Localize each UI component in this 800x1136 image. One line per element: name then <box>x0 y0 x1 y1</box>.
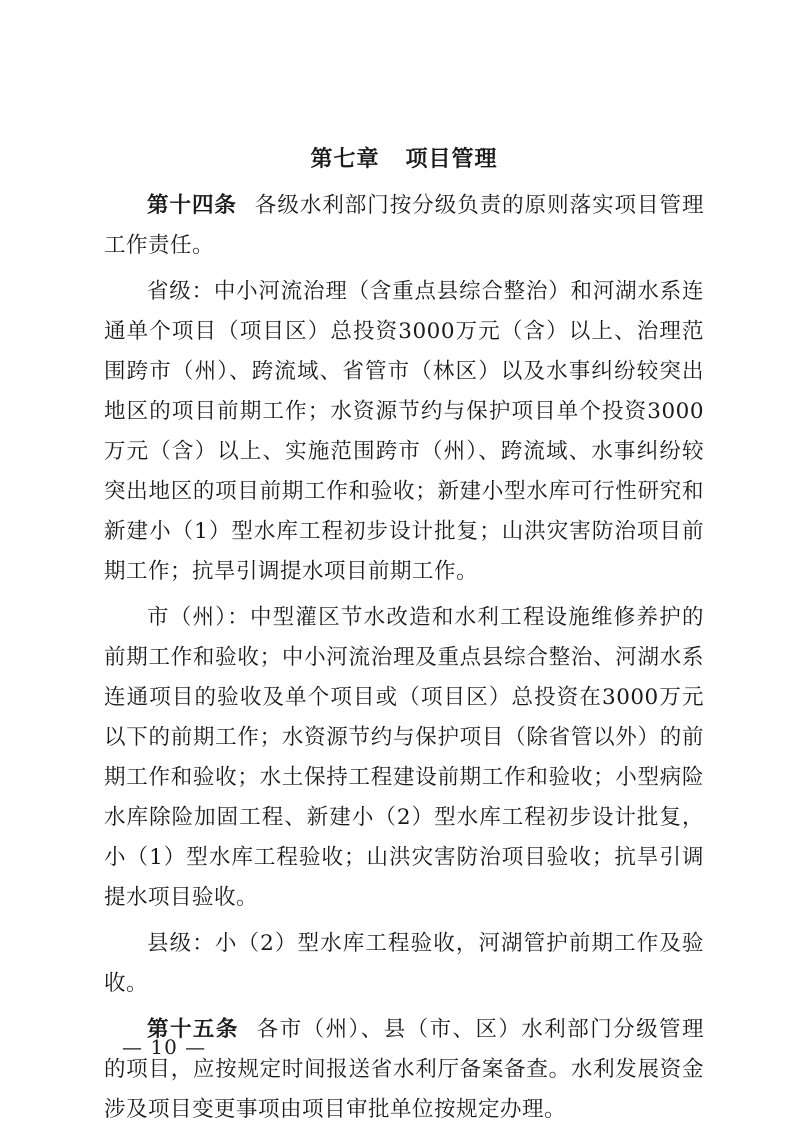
chapter-name: 项目管理 <box>405 147 498 172</box>
municipal-level-paragraph: 市（州）：中型灌区节水改造和水利工程设施维修养护的前期工作和验收；中小河流治理及重点县综合整治、河湖水系连通项目的验收及单个项目或（项目区）总投资在3000万元以下的前期工作；水资源节约与保护项目（除省管以外）的前期工作和验收；水土保持工程建设前期工作和验收；小型病险水库除险加固工程、新建小（2）型水库工程初步设计批复，小（1）型水库工程验收；山洪灾害防治项目验收；抗旱引调提水项目验收。 <box>104 605 704 910</box>
article-14-text: 各级水利部门按分级负责的原则落实项目管理工作责任。 <box>104 193 704 258</box>
chapter-title <box>104 140 704 180</box>
chapter-label: 第七章 <box>310 147 380 172</box>
article-15 <box>104 1010 704 1130</box>
article-14-head: 第十四条 <box>147 193 237 218</box>
provincial-level-paragraph: 省级：中小河流治理（含重点县综合整治）和河湖水系连通单个项目（项目区）总投资3000万元（含）以上、治理范围跨市（州）、跨流域、省管市（林区）以及水事纠纷较突出地区的项目前期工作；水资源节约与保护项目单个投资3000万元（含）以上、实施范围跨市（州）、跨流域、水事纠纷较突出地区的项目前期工作和验收；新建小型水库可行性研究和新建小（1）型水库工程初步设计批复；山洪灾害防治项目前期工作；抗旱引调提水项目前期工作。 <box>104 279 704 584</box>
document-page <box>104 140 704 1136</box>
article-15-head: 第十五条 <box>147 1017 239 1042</box>
article-15-text: 各市（州）、县（市、区）水利部门分级管理的项目，应按规定时间报送省水利厅备案备查。水利发展资金涉及项目变更事项由项目审批单位按规定办理。 <box>104 1017 704 1122</box>
article-14 <box>104 186 704 266</box>
page-number: — 10 — <box>122 1035 207 1059</box>
county-level-paragraph: 县级：小（2）型水库工程验收，河湖管护前期工作及验收。 <box>104 931 704 996</box>
